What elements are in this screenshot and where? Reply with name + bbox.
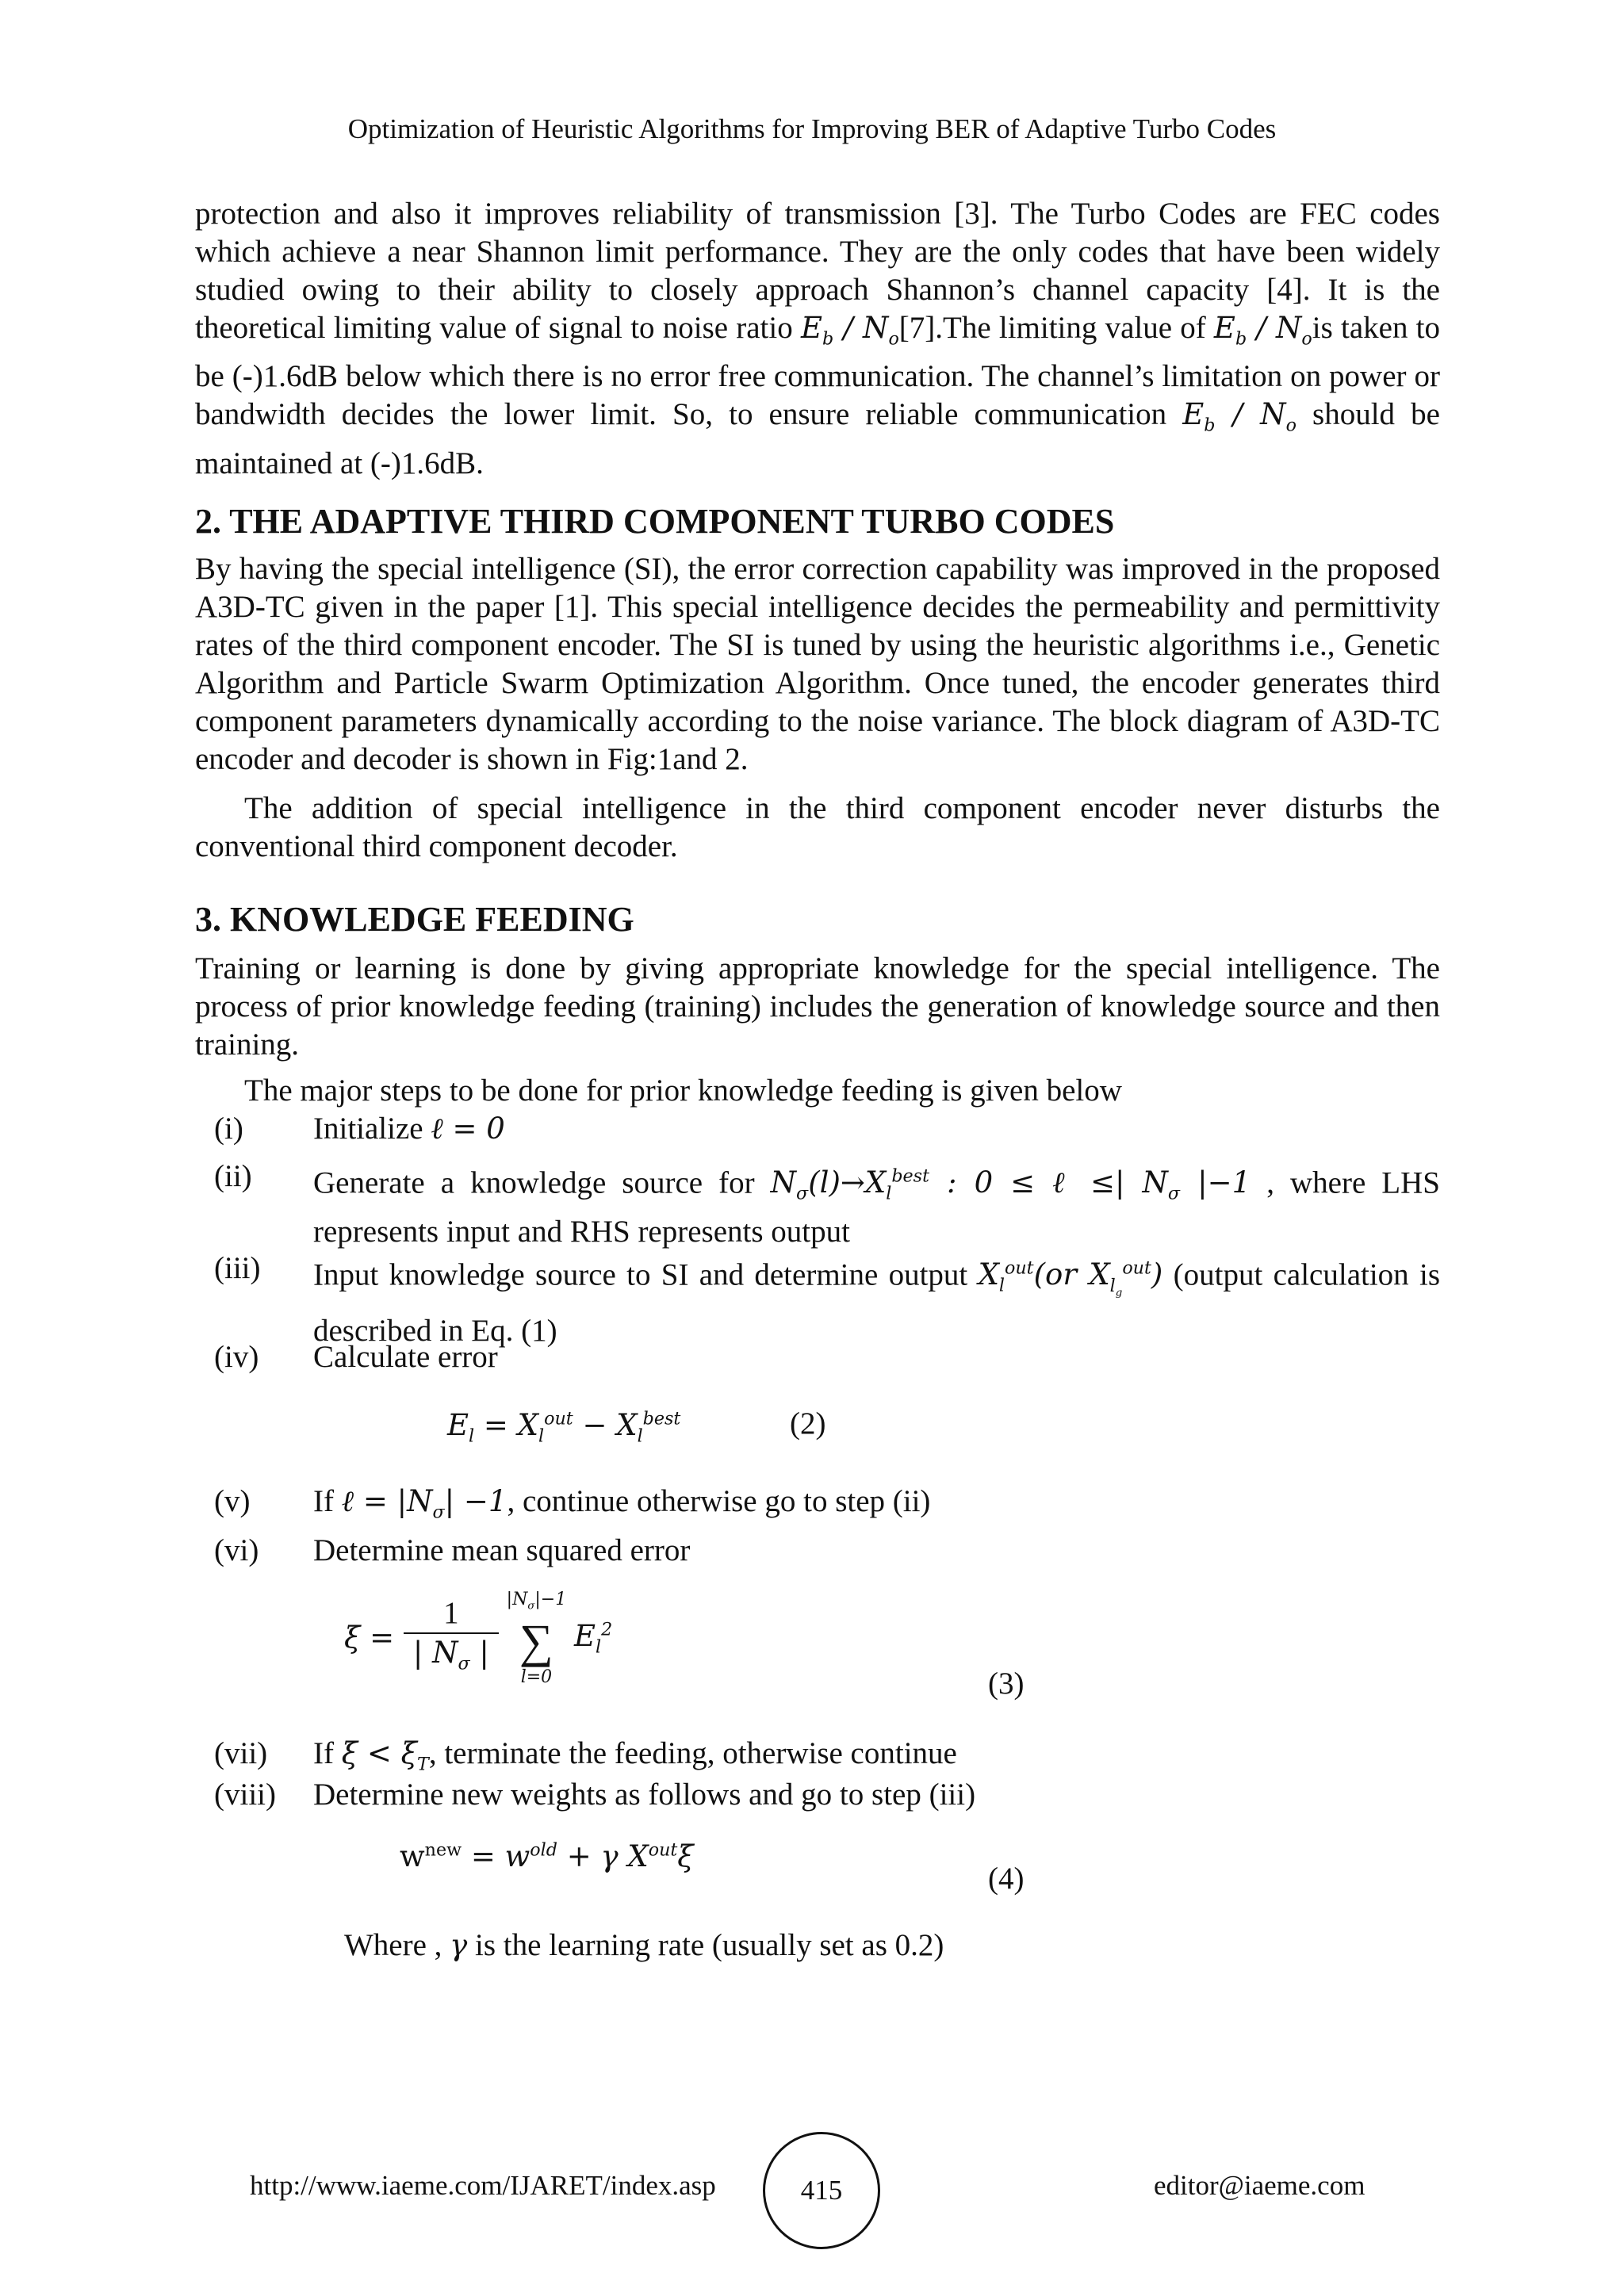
math-inline: $\xi < \xi_T$ xyxy=(341,1736,429,1775)
math-inline: ℓ = $|N_\sigma| -1$ xyxy=(341,1484,508,1523)
page-number: 415 xyxy=(763,2132,880,2249)
section-2-heading: 2. THE ADAPTIVE THIRD COMPONENT TURBO CODES xyxy=(195,502,1115,541)
footer-url[interactable]: http://www.iaeme.com/IJARET/index.asp xyxy=(250,2170,716,2201)
intro-paragraph: protection and also it improves reliability of transmission [3]. The Turbo Codes are FEC codes which achieve a near Shannon limit performance. They are the only codes that have been widely studied owing to their ability to closely approach Shannon’s channel capacity [4]. It is the theoretical limiting value of signal to noise ratio $E_b / N_o[7].The$ limiting value of $E_b / N_ois$ taken to be (-)1.6dB below which there is no error free communication. The channel’s limitation on power or bandwidth decides the lower limit. So, to ensure reliable communication $E_b / N_o$ should be maintained at (-)1.6dB. xyxy=(195,197,1440,480)
math-inline: $X_l^{out}(or$ $X_{l_g}^{out}$) xyxy=(978,1257,1163,1299)
equation-2: $E_l = X_l^{out} - X_l^{best}$ xyxy=(447,1408,681,1447)
section-3-heading: 3. KNOWLEDGE FEEDING xyxy=(195,900,634,939)
eb-no-math: $E_b / N_o$ xyxy=(1213,311,1312,350)
running-head: Optimization of Heuristic Algorithms for Improving BER of Adaptive Turbo Codes xyxy=(347,113,1277,144)
footer-email[interactable]: editor@iaeme.com xyxy=(1154,2170,1365,2201)
equation-2-number: (2) xyxy=(790,1406,826,1441)
equation-4: $w^{new} = w^{old} + \gamma$ $X^{out}\xi$ xyxy=(400,1839,694,1874)
section-2-paragraph-1: By having the special intelligence (SI), the error correction capability was improved in the proposed A3D-TC given in the paper [1]. This special intelligence decides the permeability and permittivity rates of the third component encoder. The SI is tuned by using the heuristic algorithms i.e., Genetic Algorithm and Particle Swarm Optimization Algorithm. Once tuned, the encoder generates third component parameters dynamically according to the noise variance. The block diagram of A3D-TC encoder and decoder is shown in Fig:1and 2. xyxy=(195,552,1440,776)
eb-no-math: $E_b / N_o$ xyxy=(800,311,899,350)
section-3-paragraph-1: Training or learning is done by giving appropriate knowledge for the special intelligence. The process of prior knowledge feeding (training) includes the generation of knowledge source and then training. xyxy=(195,951,1440,1062)
math-inline: $N_\sigma(l)\to X_l^{best}$ : 0 ≤ ℓ ≤| $N_\sigma$ |−1 xyxy=(770,1165,1251,1204)
math-inline: ℓ = 0 xyxy=(431,1112,505,1146)
eb-no-math: $E_b / N_o$ xyxy=(1182,397,1297,436)
section-2-paragraph-2: The addition of special intelligence in the third component encoder never disturbs the conventional third component decoder. xyxy=(195,791,1440,863)
equation-3-number: (3) xyxy=(988,1667,1025,1701)
equation-3: ξ = $\frac{1}{| N_\sigma |}$ $|N_\sigma|-1$ ∑ l=0 $E_l^2$ xyxy=(344,1590,613,1688)
equation-4-number: (4) xyxy=(988,1862,1025,1896)
math-inline: γ xyxy=(450,1928,468,1962)
section-3-paragraph-2: The major steps to be done for prior knowledge feeding is given below xyxy=(244,1073,1122,1108)
page: Optimization of Heuristic Algorithms for Improving BER of Adaptive Turbo Codes protection and also it improves reliability of transmission [3]. The Turbo Codes are FEC codes which achieve a near Shannon limit performance. They are the only codes that have been widely studied owing to their ability to closely approach Shannon’s channel capacity [4]. It is the theoretical limiting value of signal to noise ratio $E_b / N_o[7].The$ limiting value of $E_b / N_ois$ taken to be (-)1.6dB below which there is no error free communication. The channel’s limitation on power or bandwidth decides the lower limit. So, to ensure reliable communication $E_b / N_o$ should be maintained at (-)1.6dB. 2. THE ADAPTIVE THIRD COMPONENT TURBO CODES By having the special intelligence (SI), the error correction capability was improved in the proposed A3D-TC given in the paper [1]. This special intelligence decides the permeability and permittivity rates of the third component encoder. The SI is tuned by using the heuristic algorithms i.e., Genetic Algorithm and Particle Swarm Optimization Algorithm. Once tuned, the encoder generates third component parameters dynamically according to the noise variance. The block diagram of A3D-TC encoder and decoder is shown in Fig:1and 2. The addition of special intelligence in the third component encoder never disturbs the conventional third component decoder. 3. KNOWLEDGE FEEDING Training or learning is done by giving appropriate knowledge for the special intelligence. The process of prior knowledge feeding (training) includes the generation of knowledge source and then training. The major steps to be done for prior knowledge feeding is given below (i) Initialize ℓ = 0 (ii) Generate a knowledge source for $N_\sigma(l)\to X_l^{best}$ : 0 ≤ ℓ ≤| $N_\sigma$ |−1 , where LHS represents input and RHS represents output (iii) Input knowledge source to SI and determine output $X_l^{out}(or$ $X_{l_g}^{out}$) (output calculation is described in Eq. (1) (iv) Calculate error $E_l = X_l^{out} - X_l^{best}$ (2) (v) If ℓ = $|N_\sigma| -1$, continue otherwise go to step (ii) (vi) Determine mean squared error ξ = $\frac{1}{| N_\sigma |}$ $|N_\sigma|-1$ ∑ l=0 $E_l^2$ (3) (vii) If $\xi < \xi_T$, terminate the feeding, otherwise continue (viii) Determine new weights as follows and go to step (iii) $w^{new} = w^{old} + \gamma$ $X^{out}\xi$ (4) Where , γ is the learning rate (usually set as 0.2) http://www.iaeme.com/IJARET/index.asp 415 editor@iaeme.com xyxy=(0,0,1624,2296)
